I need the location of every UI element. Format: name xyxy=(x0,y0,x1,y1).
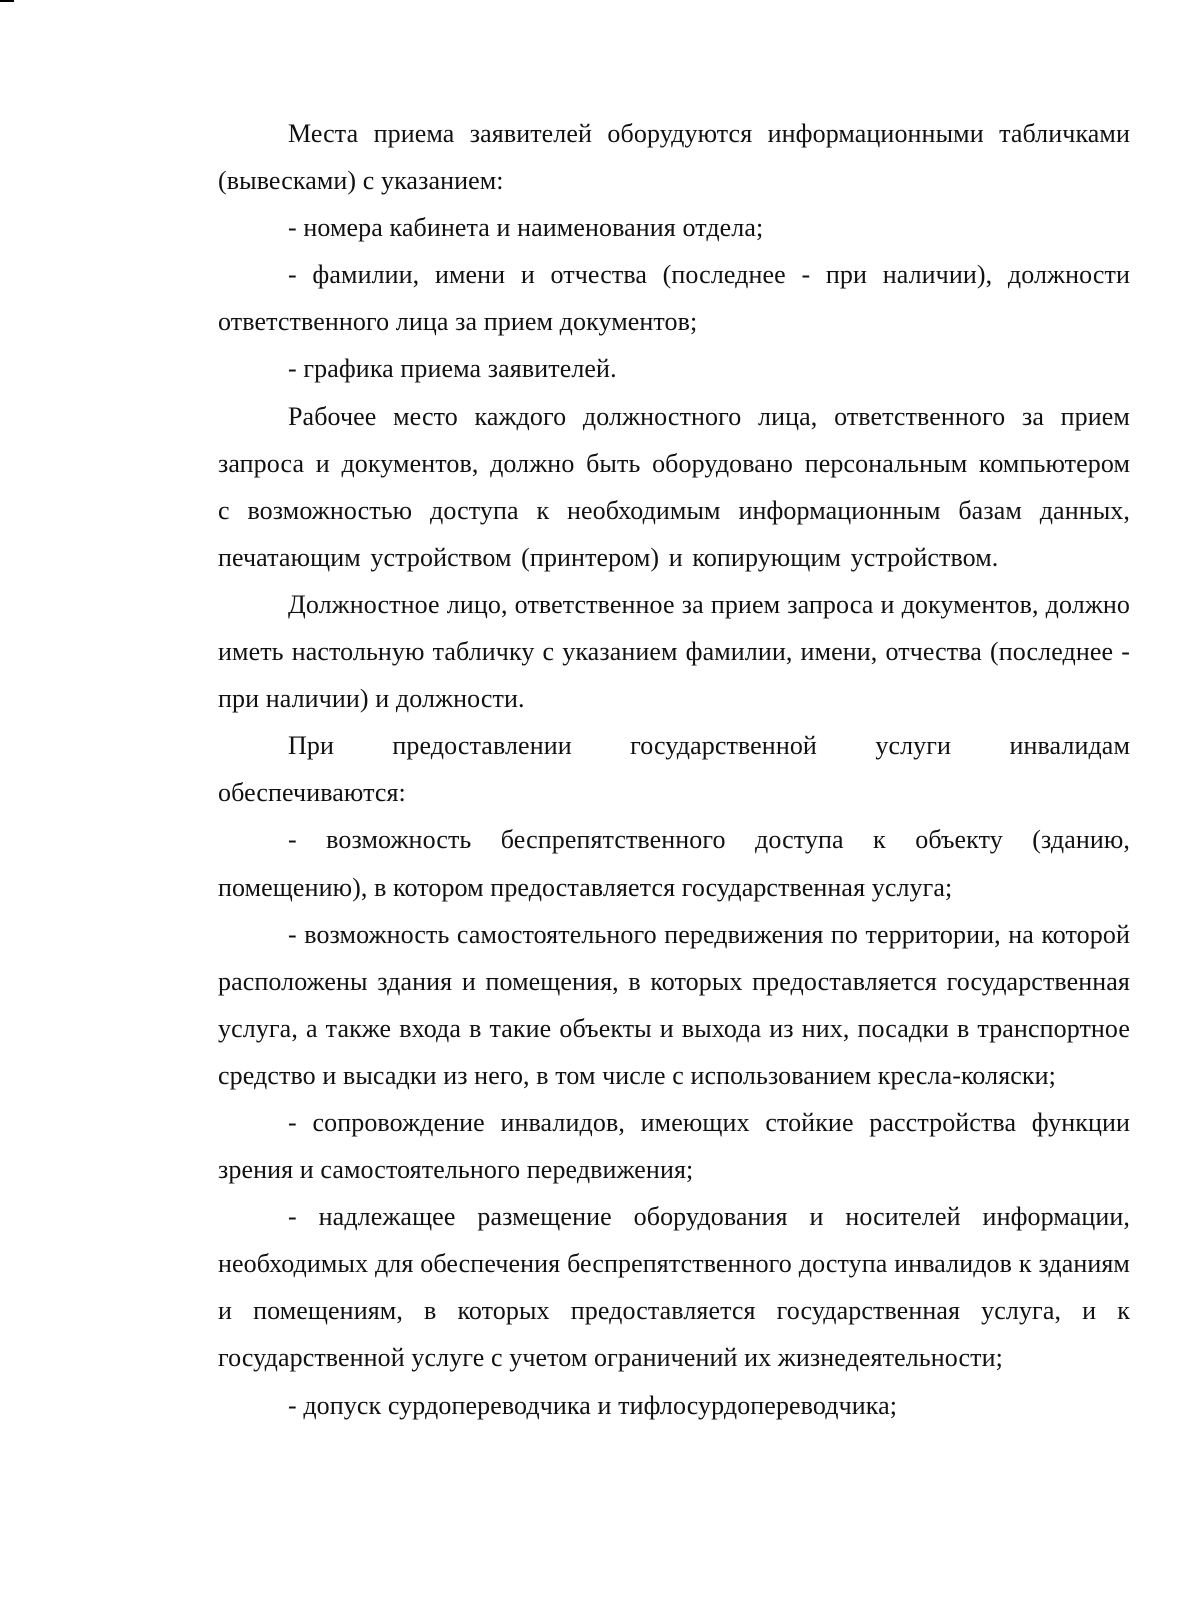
list-item-sign-interpreter: - допуск сурдопереводчика и тифлосурдопереводчика; xyxy=(288,1390,898,1420)
list-item-unobstructed-access: - возможность беспрепятственного доступа к объекту (зданию, помещению), в котором предоставляется государственная услуга; xyxy=(218,825,1130,902)
document-body xyxy=(218,110,1130,1429)
list-item-room-number: - номера кабинета и наименования отдела; xyxy=(288,213,764,243)
list-item-responsible-person: - фамилии, имени и отчества (последнее - при наличии), должности ответственного лица за прием документов; xyxy=(218,260,1130,337)
scan-corner-mark xyxy=(0,0,14,2)
list-item-escort: - сопровождение инвалидов, имеющих стойкие расстройства функции зрения и самостоятельного передвижения; xyxy=(218,1107,1130,1185)
paragraph-reception-places: Места приема заявителей оборудуются информационными табличками (вывесками) с указанием: xyxy=(218,119,1130,196)
paragraph-disabled-provisions: При предоставлении государственной услуги инвалидам обеспечиваются: xyxy=(218,731,1130,808)
list-item-independent-movement: - возможность самостоятельного передвижения по территории, на которой расположены здания и помещения, в которых предоставляется государственная услуга, а также входа в такие объекты и выхода из них, посадки в транспортное средство и высадки из него, в том числе с использованием кресла-коляски; xyxy=(218,919,1130,1090)
list-item-equipment-placement: - надлежащее размещение оборудования и носителей информации, необходимых для обеспечения беспрепятственного доступа инвалидов к зданиям и помещениям, в которых предоставляется государственная услуга, и к государственной услуге с учетом ограничений их жизнедеятельности; xyxy=(218,1202,1130,1373)
paragraph-desk-plate: Должностное лицо, ответственное за прием запроса и документов, должно иметь настольную табличку с указанием фамилии, имени, отчества (последнее - при наличии) и должности. xyxy=(218,589,1130,714)
list-item-reception-schedule: - графика приема заявителей. xyxy=(288,354,617,384)
paragraph-workplace-equipment: Рабочее место каждого должностного лица, ответственного за прием запроса и документов, должно быть оборудовано персональным компьютером с возможностью доступа к необходимым информационным базам данных, печатающим устройством (принтером) и копирующим устройством. xyxy=(218,401,1130,572)
